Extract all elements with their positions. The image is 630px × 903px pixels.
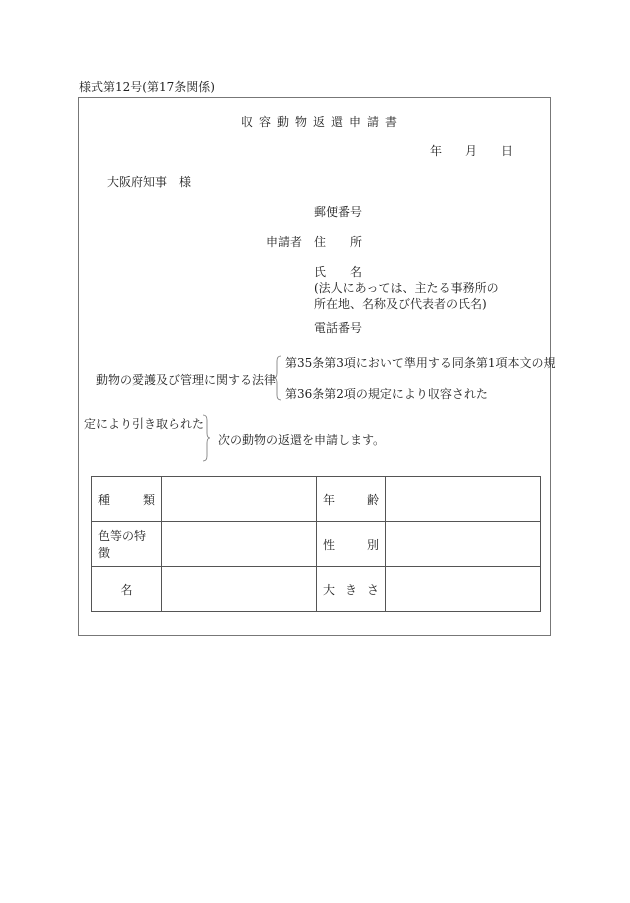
right-brace-icon [201, 414, 211, 462]
value-cell-size[interactable] [386, 567, 541, 612]
label-text: 性 [323, 537, 336, 552]
form-number-label: 様式第12号(第17条関係) [79, 80, 215, 94]
table-row [92, 477, 541, 522]
applicant-label: 申請者 [266, 235, 303, 249]
animal-info-table [91, 476, 541, 612]
phone-label: 電話番号 [314, 321, 363, 335]
label-cell-type [92, 477, 162, 522]
addressee: 大阪府知事 様 [107, 175, 192, 189]
label-text: 類 [142, 492, 155, 507]
name-label [314, 266, 362, 278]
label-text: 別 [366, 537, 379, 552]
label-text: 色等の特徴 [98, 529, 147, 560]
document-title: 収容動物返還申請書 [241, 115, 404, 129]
name-note-line1: (法人にあっては、主たる事務所の [314, 281, 499, 295]
name-label-char: 氏 [314, 265, 327, 279]
law-option-2: 第36条第2項の規定により収容された [285, 387, 488, 401]
table-row [92, 567, 541, 612]
label-text: 種 [98, 492, 111, 507]
label-text: き [344, 582, 357, 597]
value-cell-features[interactable] [162, 522, 317, 567]
label-cell-size [317, 567, 386, 612]
postal-code-label: 郵便番号 [314, 205, 363, 219]
value-cell-type[interactable] [162, 477, 317, 522]
law-option-1-continued: 定により引き取られた [84, 417, 205, 431]
name-note-line2: 所在地、名称及び代表者の氏名) [314, 297, 487, 311]
label-text: 齢 [366, 492, 379, 507]
law-name: 動物の愛護及び管理に関する法律 [96, 373, 277, 387]
label-text: 大 [323, 582, 336, 597]
table-row [92, 522, 541, 567]
date-year-label: 年 [430, 144, 443, 158]
label-text: 名 [120, 582, 133, 597]
label-text: 年 [323, 492, 336, 507]
date-day-label: 日 [501, 144, 514, 158]
law-option-1: 第35条第3項において準用する同条第1項本文の規 [285, 356, 556, 370]
label-cell-sex [317, 522, 386, 567]
address-label-char: 住 [314, 235, 327, 249]
request-text: 次の動物の返還を申請します。 [218, 433, 386, 447]
value-cell-age[interactable] [386, 477, 541, 522]
left-brace-icon [273, 355, 283, 401]
name-label-char: 名 [350, 265, 363, 279]
value-cell-name[interactable] [162, 567, 317, 612]
label-cell-features [92, 522, 162, 567]
label-cell-age [317, 477, 386, 522]
address-label-char: 所 [350, 235, 363, 249]
label-text: さ [366, 582, 379, 597]
value-cell-sex[interactable] [386, 522, 541, 567]
date-month-label: 月 [465, 144, 478, 158]
address-label [314, 236, 362, 248]
label-cell-name [92, 567, 162, 612]
